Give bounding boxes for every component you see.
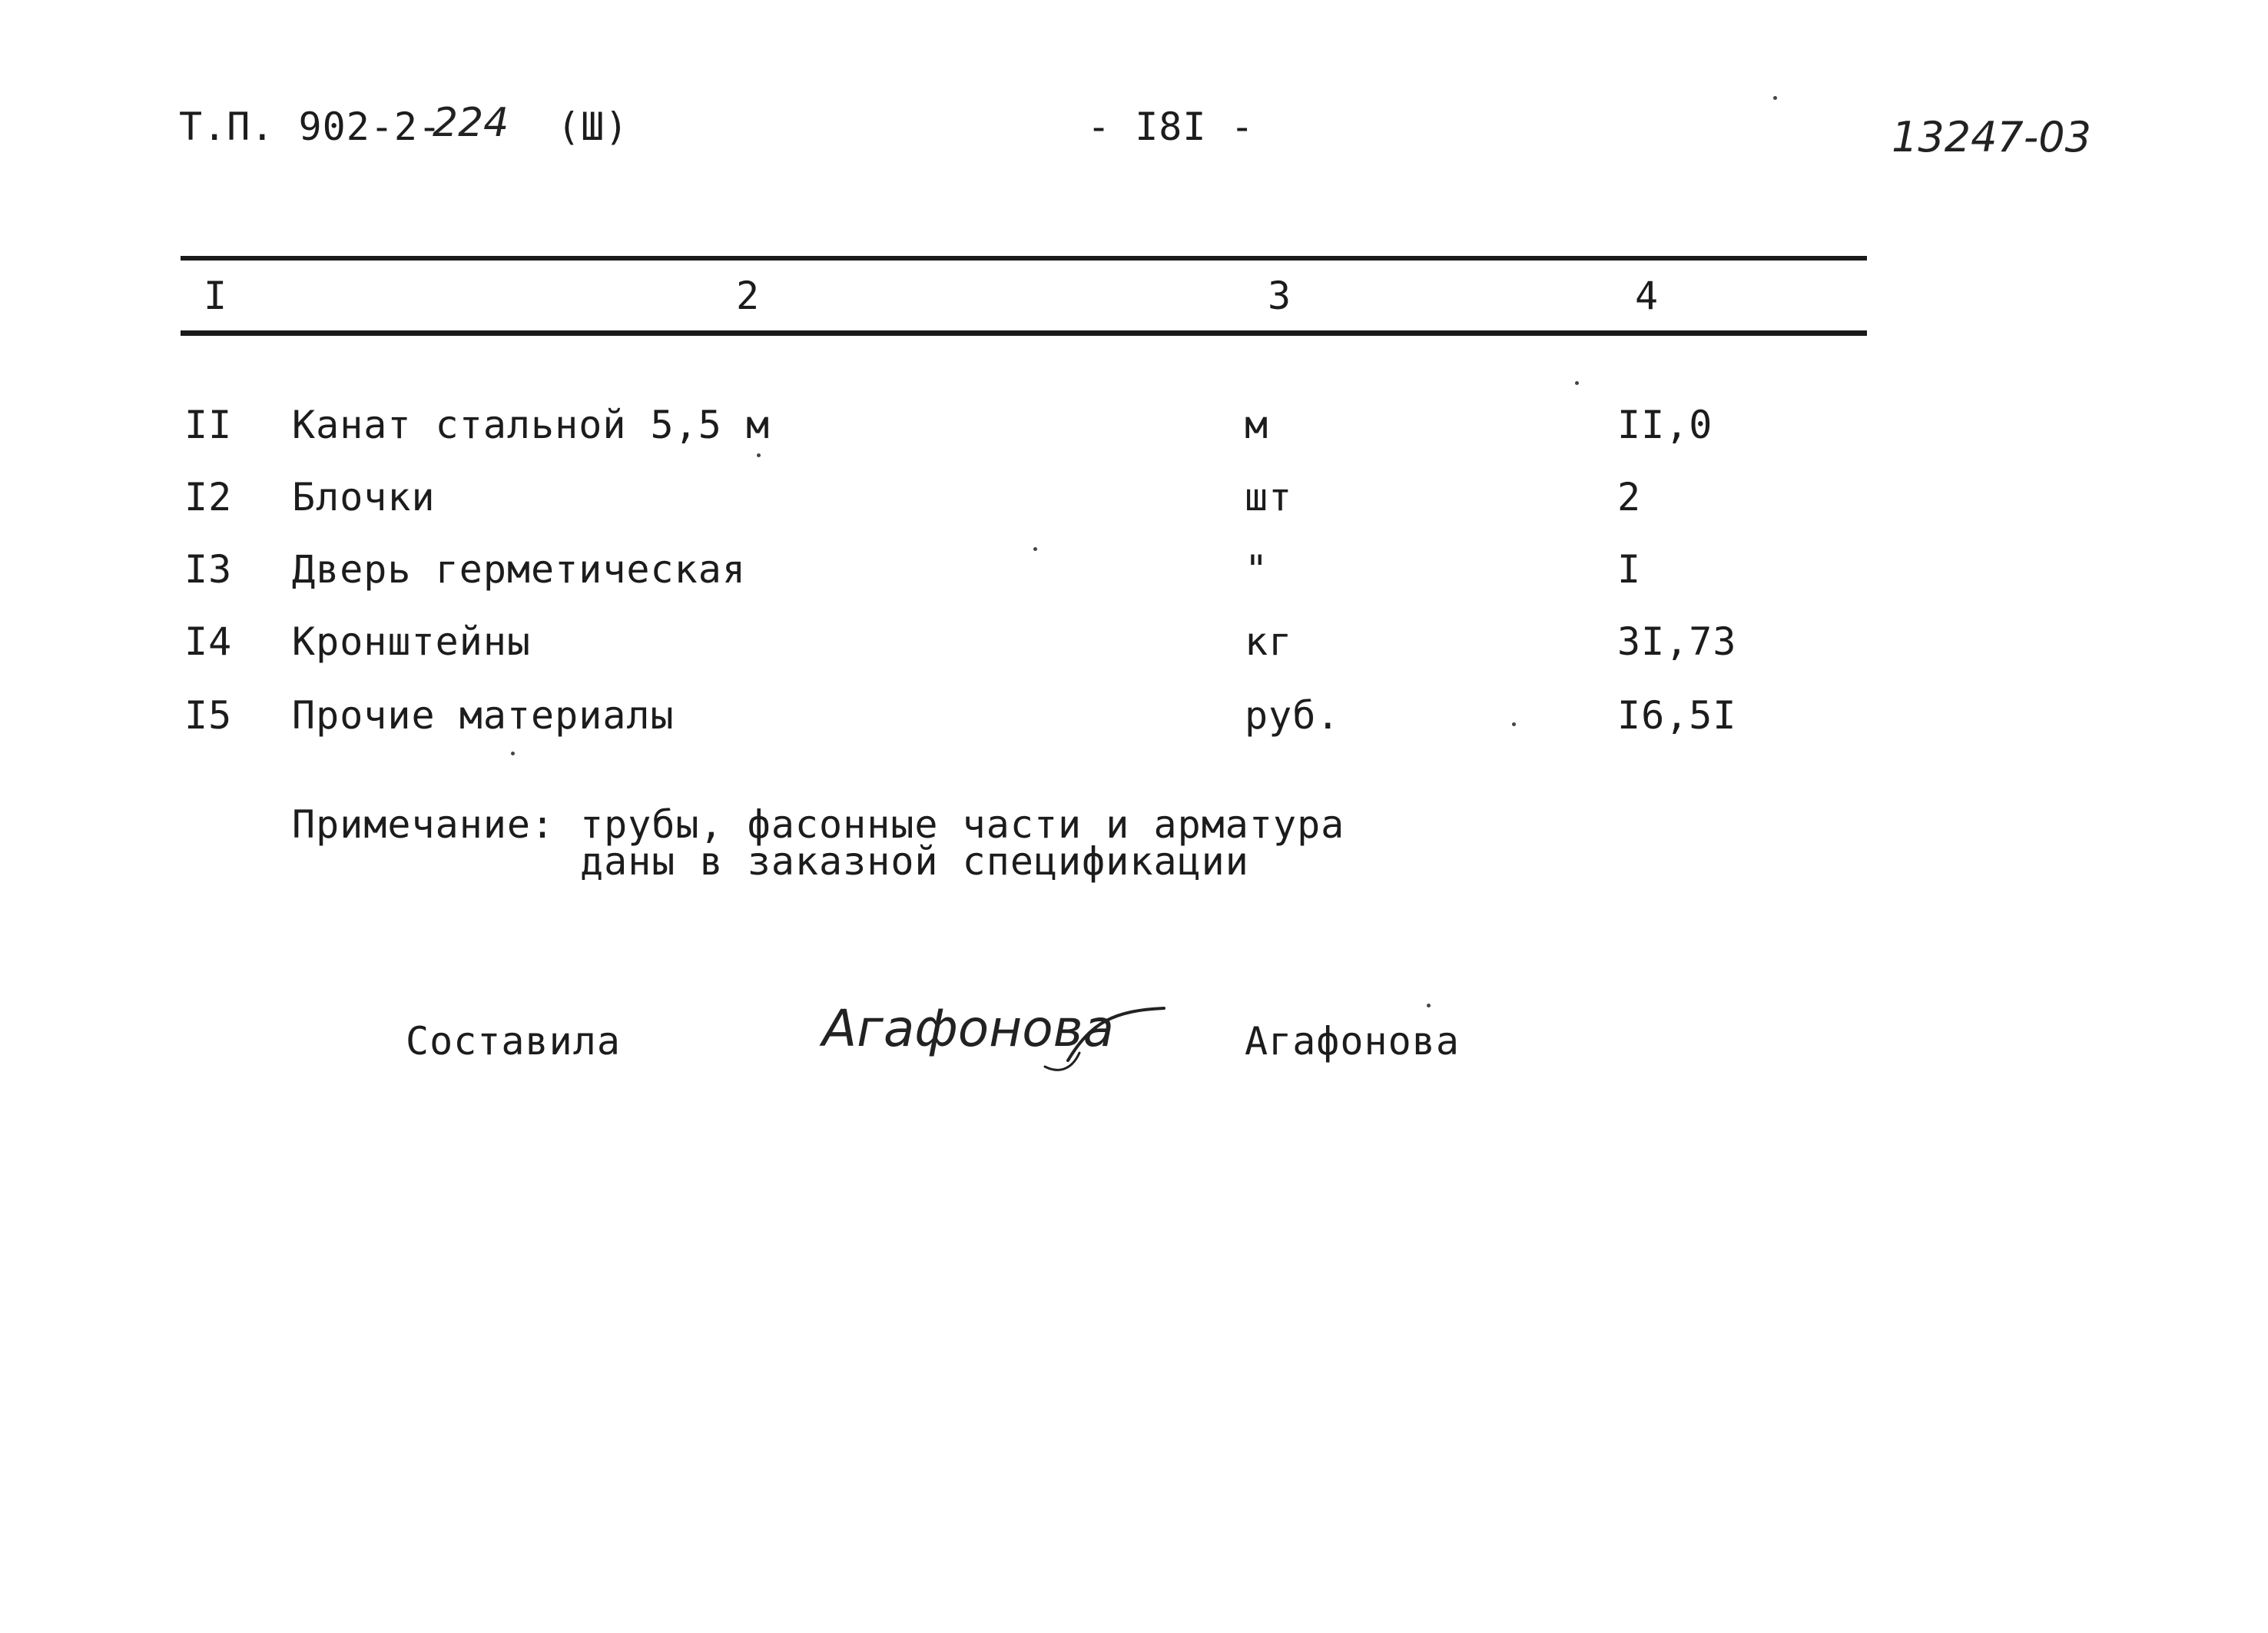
- item-name: Кронштейны: [292, 619, 532, 664]
- item-unit: кг: [1245, 619, 1293, 664]
- compiler-name: Агафонова: [1245, 1019, 1460, 1064]
- signature: [814, 976, 1175, 1084]
- signature-text: Агафонова: [822, 999, 1114, 1058]
- note-label: Примечание:: [292, 802, 555, 847]
- item-quantity: II,0: [1617, 403, 1713, 447]
- column-header: 3: [1268, 274, 1292, 318]
- item-unit: шт: [1245, 475, 1293, 519]
- table-top-rule: [181, 256, 1867, 261]
- row-number: II: [184, 403, 233, 447]
- row-number: I3: [184, 547, 233, 592]
- item-quantity: 3I,73: [1617, 619, 1737, 664]
- item-quantity: 2: [1617, 475, 1642, 519]
- page-number: - I8I -: [1087, 105, 1255, 149]
- item-unit: руб.: [1245, 693, 1341, 738]
- column-header: 2: [736, 274, 761, 318]
- item-quantity: I: [1617, 547, 1642, 592]
- row-number: I4: [184, 619, 233, 664]
- item-name: Блочки: [292, 475, 436, 519]
- note-line-2: даны в заказной спецификации: [580, 839, 1249, 884]
- item-name: Канат стальной 5,5 м: [292, 403, 771, 447]
- archive-number: 13247-03: [1892, 113, 2091, 161]
- compiled-by-label: Составила: [406, 1019, 621, 1064]
- signature-flourish: [814, 976, 1175, 1084]
- doc-number-handwritten: 224: [433, 100, 509, 146]
- row-number: I5: [184, 693, 233, 738]
- table-header-rule: [181, 330, 1867, 336]
- item-quantity: I6,5I: [1617, 693, 1737, 738]
- doc-prefix: Т.П. 902-2-: [179, 105, 443, 149]
- row-number: I2: [184, 475, 233, 519]
- column-header: I: [204, 274, 228, 318]
- column-header: 4: [1635, 274, 1660, 318]
- item-name: Прочие материалы: [292, 693, 675, 738]
- item-unit: ": [1245, 547, 1269, 592]
- item-unit: м: [1245, 403, 1269, 447]
- item-name: Дверь герметическая: [292, 547, 746, 592]
- doc-suffix: (Ш): [557, 105, 629, 149]
- note-line-1: трубы, фасонные части и арматура: [580, 802, 1345, 847]
